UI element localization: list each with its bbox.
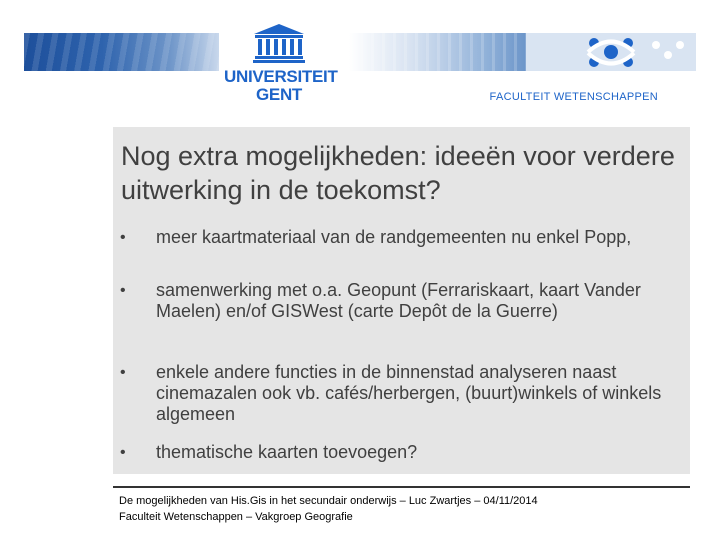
slide-title: Nog extra mogelijkheden: ideeën voor verdere uitwerking in de toekomst?	[121, 141, 675, 205]
slide-footer	[119, 493, 538, 525]
footer-divider	[113, 486, 690, 488]
university-name-line2: GENT	[255, 85, 303, 104]
university-logo	[224, 18, 338, 108]
bullet-marker: •	[120, 444, 126, 461]
bullet-marker: •	[120, 282, 126, 299]
faculty-label: FACULTEIT WETENSCHAPPEN	[489, 91, 658, 103]
faculty-logo-icon	[526, 33, 696, 71]
university-building-icon	[224, 18, 334, 66]
bullet-marker: •	[120, 364, 126, 381]
banner-photo-left	[24, 33, 219, 71]
bullet-text: samenwerking met o.a. Geopunt (Ferrariskaart, kaart Vander Maelen) en/of GISWest (carte Depôt de la Guerre)	[156, 280, 641, 321]
header-banner	[24, 33, 696, 71]
footer-line-1: De mogelijkheden van His.Gis in het secundair onderwijs – Luc Zwartjes – 04/11/2014	[119, 495, 538, 507]
bullet-text: enkele andere functies in de binnenstad analyseren naast cinemazalen ook vb. cafés/herbergen, (buurt)winkels of winkels algemeen	[156, 362, 662, 424]
university-name-line1: UNIVERSITEIT	[224, 67, 338, 86]
footer-line-2: Faculteit Wetenschappen – Vakgroep Geografie	[119, 511, 353, 523]
university-name	[224, 67, 338, 104]
bullet-text: thematische kaarten toevoegen?	[156, 442, 418, 462]
bullet-marker: •	[120, 229, 126, 246]
slide-content	[113, 127, 690, 474]
bullet-text: meer kaartmateriaal van de randgemeenten nu enkel Popp,	[156, 227, 632, 247]
